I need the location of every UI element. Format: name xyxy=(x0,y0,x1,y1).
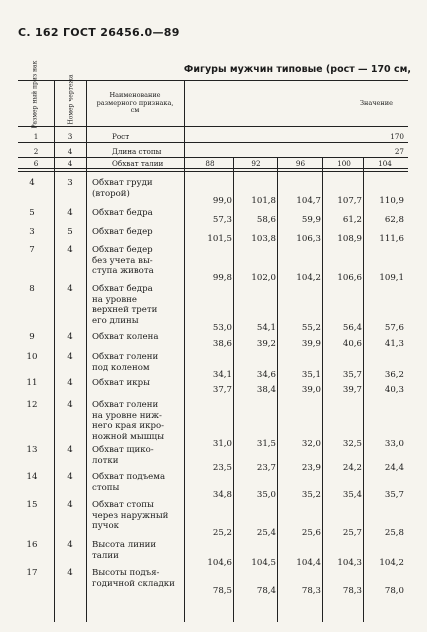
attribute-name-line: под коленом xyxy=(92,362,150,373)
measure-value: 31,0 xyxy=(212,438,232,449)
table-rule xyxy=(184,80,185,622)
measure-value: 107,7 xyxy=(337,195,362,206)
measure-value: 56,4 xyxy=(342,322,362,333)
row-number: 16 xyxy=(26,540,38,550)
row-number: 7 xyxy=(29,245,35,255)
attribute-name-line: него края икро- xyxy=(92,421,165,431)
row-number: 3 xyxy=(29,227,35,237)
measure-value: 23,5 xyxy=(212,462,232,473)
table-rule xyxy=(322,157,323,622)
measure-value: 32,5 xyxy=(342,438,362,449)
measure-value: 32,0 xyxy=(301,438,321,449)
attribute-name-line: Обхват щико- xyxy=(92,445,154,455)
table-rule xyxy=(18,80,408,81)
measure-value: 101,8 xyxy=(251,195,276,206)
measure-value: 53,0 xyxy=(212,322,232,333)
column-header-drawing: Номер чертежа xyxy=(67,74,75,125)
row-number: 2 xyxy=(33,147,39,156)
drawing-number: 5 xyxy=(67,227,73,237)
attribute-name-line: Обхват бедра xyxy=(92,284,153,294)
measure-value: 40,6 xyxy=(342,339,362,349)
measure-value: 99,0 xyxy=(212,195,232,206)
attribute-name-line: (второй) xyxy=(92,188,130,199)
measure-value: 62,8 xyxy=(384,215,404,225)
attribute-value: 27 xyxy=(394,147,404,156)
measure-value: 39,7 xyxy=(342,385,362,395)
measure-value: 34,1 xyxy=(212,369,232,380)
waist-value: 88 xyxy=(205,159,215,168)
measure-value: 35,4 xyxy=(342,489,362,500)
row-number: 6 xyxy=(33,159,39,168)
attribute-name-line: Высота линии xyxy=(92,540,157,550)
attribute-name-line: верхней трети xyxy=(92,305,158,315)
measure-value: 25,4 xyxy=(256,528,276,538)
measure-value: 106,3 xyxy=(296,234,321,244)
drawing-number: 4 xyxy=(67,540,73,550)
table-rule xyxy=(86,80,87,622)
measure-value: 104,5 xyxy=(251,557,276,568)
table-rule xyxy=(18,171,408,172)
drawing-number: 4 xyxy=(67,284,73,294)
measure-value: 25,8 xyxy=(384,528,404,538)
measure-value: 55,2 xyxy=(301,322,321,333)
measure-value: 36,2 xyxy=(384,369,404,380)
waist-value: 104 xyxy=(378,159,392,168)
attribute-name-line: Обхват икры xyxy=(92,378,150,388)
measure-value: 35,7 xyxy=(384,489,404,500)
measure-value: 106,6 xyxy=(337,273,362,283)
column-header-name: Наименование размерного признака, см xyxy=(96,91,174,114)
table-rule xyxy=(18,142,408,143)
measure-value: 35,2 xyxy=(301,489,321,500)
measure-value: 25,7 xyxy=(342,528,362,538)
attribute-name-line: без учета вы- xyxy=(92,255,153,266)
measure-value: 35,7 xyxy=(342,369,362,380)
measure-value: 104,7 xyxy=(296,195,321,206)
measure-value: 31,5 xyxy=(256,438,276,449)
table-rule xyxy=(277,157,278,622)
measure-value: 23,9 xyxy=(301,462,321,473)
measure-value: 110,9 xyxy=(379,195,404,206)
attribute-name-line: через наружный xyxy=(92,510,169,521)
row-number: 5 xyxy=(29,208,35,218)
measure-value: 103,8 xyxy=(251,234,276,244)
drawing-number: 4 xyxy=(67,332,73,342)
attribute-name-line: Обхват бедер xyxy=(92,227,153,237)
measure-value: 104,4 xyxy=(296,557,321,568)
measure-value: 111,6 xyxy=(379,234,404,244)
drawing-number: 3 xyxy=(67,132,73,141)
attribute-name-line: Обхват подъема xyxy=(92,472,166,482)
row-number: 13 xyxy=(26,445,38,455)
waist-value: 100 xyxy=(337,159,351,168)
table-rule xyxy=(18,168,408,169)
drawing-number: 4 xyxy=(67,445,73,455)
row-number: 12 xyxy=(26,400,38,410)
drawing-number: 4 xyxy=(67,159,73,168)
drawing-number: 4 xyxy=(67,568,73,578)
attribute-name-line: Высоты подъя- xyxy=(92,568,160,578)
measure-value: 34,6 xyxy=(256,369,276,380)
measure-value: 38,6 xyxy=(212,339,232,349)
measure-value: 24,4 xyxy=(384,462,404,473)
row-number: 10 xyxy=(26,352,38,362)
drawing-number: 3 xyxy=(67,178,73,188)
table-rule xyxy=(363,157,364,622)
row-number: 11 xyxy=(26,378,38,388)
page-header: С. 162 ГОСТ 26456.0—89 xyxy=(18,26,180,39)
measure-value: 37,7 xyxy=(212,385,232,395)
attribute-name-line: Обхват колена xyxy=(92,332,159,342)
attribute-value: 170 xyxy=(390,132,404,141)
column-header-number: Размер ный приз нак xyxy=(31,60,39,129)
drawing-number: 4 xyxy=(67,500,73,510)
attribute-name-line: Обхват стопы xyxy=(92,500,154,510)
drawing-number: 4 xyxy=(67,400,73,410)
measure-value: 54,1 xyxy=(256,322,276,333)
measure-value: 104,2 xyxy=(296,273,321,283)
row-number: 4 xyxy=(29,178,35,188)
measure-value: 57,6 xyxy=(384,322,404,333)
measure-value: 78,4 xyxy=(256,585,276,596)
measure-value: 39,2 xyxy=(256,339,276,349)
measure-value: 41,3 xyxy=(384,339,404,349)
measure-value: 59,9 xyxy=(301,215,321,225)
measure-value: 58,6 xyxy=(256,215,276,225)
row-number: 8 xyxy=(29,284,35,294)
attribute-name-line: стопы xyxy=(92,482,120,493)
attribute-name-line: талии xyxy=(92,550,119,561)
measure-value: 35,0 xyxy=(256,489,276,500)
attribute-name-line: на уровне ниж- xyxy=(92,410,162,421)
measure-value: 104,6 xyxy=(207,557,232,568)
drawing-number: 4 xyxy=(67,352,73,362)
measure-value: 78,5 xyxy=(212,585,232,596)
column-header-value: Значение xyxy=(360,99,393,107)
attribute-name: Обхват талии xyxy=(112,159,164,168)
attribute-name-line: Обхват голени xyxy=(92,400,159,410)
drawing-number: 4 xyxy=(67,245,73,255)
measure-value: 57,3 xyxy=(212,215,232,225)
attribute-name-line: Обхват бедра xyxy=(92,208,153,218)
measure-value: 35,1 xyxy=(301,369,321,380)
measure-value: 99,8 xyxy=(212,273,232,283)
measure-value: 109,1 xyxy=(379,273,404,283)
measure-value: 39,0 xyxy=(301,385,321,395)
attribute-name-line: его длины xyxy=(92,315,139,326)
attribute-name: Длина стопы xyxy=(112,147,162,156)
table-rule xyxy=(233,157,234,622)
measure-value: 78,0 xyxy=(384,585,404,596)
attribute-name-line: годичной складки xyxy=(92,578,175,589)
attribute-name-line: Обхват груди xyxy=(92,178,153,188)
drawing-number: 4 xyxy=(67,472,73,482)
measure-value: 102,0 xyxy=(251,273,276,283)
drawing-number: 4 xyxy=(67,378,73,388)
measure-value: 24,2 xyxy=(342,462,362,473)
measure-value: 34,8 xyxy=(212,489,232,500)
attribute-name-line: пучок xyxy=(92,521,120,531)
measure-value: 61,2 xyxy=(342,215,362,225)
row-number: 17 xyxy=(26,568,38,578)
measure-value: 39,9 xyxy=(301,339,321,349)
attribute-name-line: ножной мышцы xyxy=(92,431,165,442)
table-rule xyxy=(18,126,408,127)
row-number: 14 xyxy=(26,472,38,482)
waist-value: 92 xyxy=(251,159,261,168)
measure-value: 25,2 xyxy=(212,528,232,538)
waist-value: 96 xyxy=(295,159,306,168)
table-subtitle: Фигуры мужчин типовые (рост — 170 см, xyxy=(183,64,411,75)
measure-value: 104,3 xyxy=(337,557,362,568)
row-number: 9 xyxy=(29,332,35,342)
measure-value: 40,3 xyxy=(384,385,404,395)
drawing-number: 4 xyxy=(67,208,73,218)
attribute-name: Рост xyxy=(112,132,130,141)
attribute-name-line: Обхват голени xyxy=(92,352,159,362)
attribute-name-line: Обхват бедер xyxy=(92,245,153,255)
measure-value: 108,9 xyxy=(337,234,362,244)
measure-value: 25,6 xyxy=(301,528,321,538)
measure-value: 78,3 xyxy=(301,585,321,596)
attribute-name-line: лотки xyxy=(92,455,119,466)
measure-value: 104,2 xyxy=(379,557,404,568)
measure-value: 78,3 xyxy=(342,585,362,596)
measure-value: 101,5 xyxy=(207,234,232,244)
row-number: 1 xyxy=(33,132,39,141)
measure-value: 23,7 xyxy=(256,462,276,473)
row-number: 15 xyxy=(26,500,38,510)
measure-value: 33,0 xyxy=(384,438,404,449)
measure-value: 38,4 xyxy=(256,385,276,395)
attribute-name-line: ступа живота xyxy=(92,266,154,276)
table-rule xyxy=(18,157,408,158)
drawing-number: 4 xyxy=(67,147,73,156)
attribute-name-line: на уровне xyxy=(92,294,137,305)
